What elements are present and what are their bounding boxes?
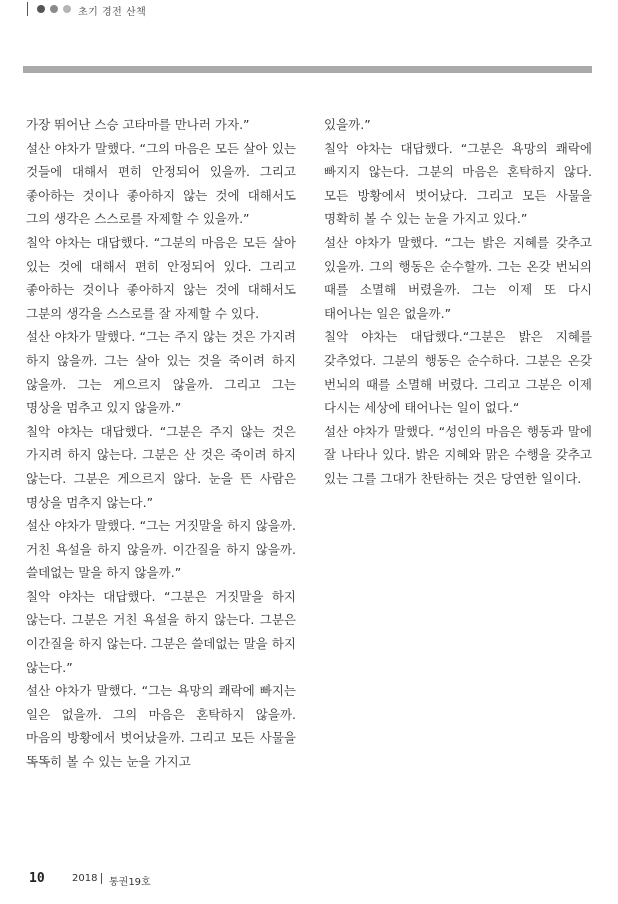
- right-column: [324, 113, 592, 491]
- paragraph: 칠악 야차는 대답했다.“그분은 밝은 지혜를 갖추었다. 그분의 행동은 순수하다. 그분은 온갖 번뇌의 때를 소멸해 버렸다. 그리고 그분은 이제 다시는 세상에 태어나는 일이 없다.“: [324, 329, 592, 416]
- footer-issue: 통권19호: [109, 877, 151, 888]
- paragraph: 설산 야차가 말했다. “성인의 마음은 행동과 말에 잘 나타나 있다. 밝은 지혜와 맑은 수행을 갖추고 있는 그를 그대가 찬탄하는 것은 당연한 일이다.: [324, 423, 592, 486]
- paragraph: 설산 야차가 말했다. “그는 주지 않는 것은 가지려 하지 않을까. 그는 살아 있는 것을 죽이려 하지 않을까. 그는 게으르지 않을까. 그리고 그는 명상을 멈추고 있지 않을까.”: [26, 329, 296, 416]
- paragraph: 설산 야차가 말했다. “그는 거짓말을 하지 않을까. 거친 욕설을 하지 않을까. 이간질을 하지 않을까. 쓸데없는 말을 하지 않을까.”: [26, 518, 296, 581]
- paragraph: 칠악 야차는 대답했다. “그분은 욕망의 쾌락에 빠지지 않는다. 그분의 마음은 혼탁하지 않다. 모든 방황에서 벗어났다. 그리고 모든 사물을 명확히 볼 수 있는 눈을 가지고 있다.”: [324, 140, 592, 227]
- left-column: [26, 113, 296, 774]
- header-dot-1: [37, 5, 45, 13]
- paragraph: 설산 야차가 말했다. “그는 밝은 지혜를 갖추고 있을까. 그의 행동은 순수할까. 그는 온갖 번뇌의 때를 소멸해 버렸을까. 그는 이제 또 다시 태어나는 일은 없을까.”: [324, 234, 592, 321]
- paragraph: 가장 뛰어난 스승 고타마를 만나러 가자.”: [26, 117, 250, 132]
- paragraph: 설산 야차가 말했다. “그의 마음은 모든 살아 있는 것들에 대해서 편히 안정되어 있을까. 그리고 좋아하는 것이나 좋아하지 않는 것에 대해서도 그의 생각은 스스로를 자제할 수 있을까.”: [26, 140, 296, 227]
- series-title: 초기 경전 산책: [78, 7, 147, 18]
- header-divider: [27, 2, 28, 16]
- header-dot-3: [63, 5, 71, 13]
- page-footer: [0, 870, 618, 890]
- paragraph: 칠악 야차는 대답했다. “그분의 마음은 모든 살아 있는 것에 대해서 편히 안정되어 있다. 그리고 좋아하는 것이나 좋아하지 않는 것에 대해서도 그분의 생각을 스스로를 잘 자제할 수 있다.: [26, 234, 296, 321]
- paragraph: 설산 야차가 말했다. “그는 욕망의 쾌락에 빠지는 일은 없을까. 그의 마음은 혼탁하지 않을까. 마음의 방황에서 벗어났을까. 그리고 모든 사물을 똑똑히 볼 수 있는 눈을 가지고: [26, 683, 296, 770]
- page-number: 10: [29, 871, 45, 886]
- running-header: [0, 0, 618, 24]
- footer-year: 2018: [72, 873, 98, 884]
- paragraph: 칠악 야차는 대답했다. “그분은 거짓말을 하지 않는다. 그분은 거친 욕설을 하지 않는다. 그분은 이간질을 하지 않는다. 그분은 쓸데없는 말을 하지 않는다.”: [26, 588, 296, 675]
- header-rule: [23, 66, 592, 73]
- paragraph: 있을까.”: [324, 117, 371, 132]
- header-dot-2: [50, 5, 58, 13]
- paragraph: 칠악 야차는 대답했다. “그분은 주지 않는 것은 가지려 하지 않는다. 그분은 산 것은 죽이려 하지 않는다. 그분은 게으르지 않다. 눈을 뜬 사람은 명상을 멈추지 않는다.”: [26, 423, 296, 510]
- footer-divider: [101, 873, 102, 884]
